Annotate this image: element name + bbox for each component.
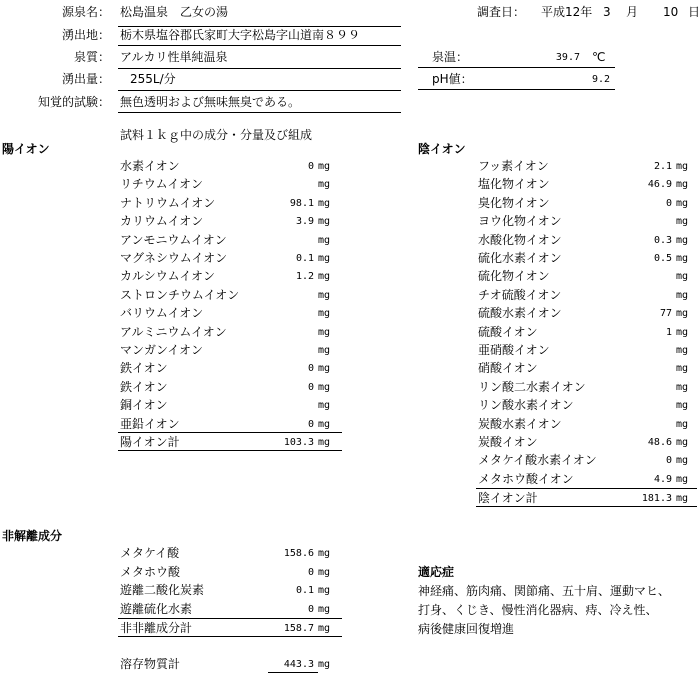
- anion-row-name: リン酸水素イオン: [478, 398, 574, 413]
- divider: [118, 68, 401, 69]
- anion-row-value: 0.5: [653, 253, 672, 264]
- cation-heading: 陽イオン: [2, 142, 50, 156]
- anion-row-unit: mg: [676, 381, 689, 393]
- anion-total-unit: mg: [676, 493, 689, 504]
- cation-row-value: 0: [307, 161, 314, 172]
- cation-row-value: 98.1: [289, 197, 314, 209]
- anion-row-unit: mg: [676, 437, 689, 448]
- anion-row-value: 48.6: [647, 437, 672, 448]
- cation-row-unit: mg: [318, 271, 331, 283]
- nondissociated-row-name: 遊離二酸化炭素: [120, 583, 205, 597]
- nondissociated-total-unit: mg: [318, 623, 331, 634]
- cation-row-unit: mg: [318, 289, 331, 301]
- cation-row-unit: mg: [318, 197, 331, 209]
- cation-row-value: 3.9: [295, 216, 314, 228]
- cation-row-name: 鉄イオン: [120, 361, 168, 376]
- nondissociated-heading: 非解離成分: [2, 529, 63, 543]
- ph-value: 9.2: [591, 74, 610, 85]
- cation-row-unit: mg: [318, 400, 331, 412]
- anion-row-value: 2.1: [653, 161, 672, 172]
- quality-label: 泉質：: [73, 50, 110, 64]
- cation-row-name: バリウムイオン: [120, 306, 204, 321]
- divider: [118, 432, 342, 433]
- anion-row-value: 0: [665, 455, 672, 467]
- cation-row-name: 亜鉛イオン: [120, 416, 180, 431]
- location-label: 湧出地：: [61, 28, 110, 42]
- divider: [118, 45, 401, 46]
- month-unit: 月: [626, 5, 639, 19]
- cation-row-name: カルシウムイオン: [120, 269, 215, 284]
- anion-row-unit: mg: [676, 234, 689, 246]
- temp-label: 泉温：: [432, 50, 469, 64]
- cation-row-unit: mg: [318, 418, 331, 430]
- nondissociated-row-unit: mg: [318, 566, 331, 578]
- indications-line: 神経痛、筋肉痛、関節痛、五十肩、運動マヒ、: [418, 584, 670, 598]
- anion-row-unit: mg: [676, 197, 689, 209]
- cation-total-label: 陽イオン計: [120, 435, 180, 449]
- anion-row-name: ヨウ化物イオン: [478, 214, 562, 229]
- anion-row-value: 0: [665, 197, 672, 209]
- anion-row-value: 1: [665, 326, 672, 338]
- anion-row-name: メタケイ酸水素イオン: [478, 453, 597, 468]
- nondissociated-row-value: 158.6: [283, 548, 314, 559]
- survey-month: 3: [603, 5, 611, 19]
- nondissociated-row-value: 0: [307, 603, 314, 615]
- anion-row-unit: mg: [676, 363, 689, 375]
- divider: [118, 112, 401, 113]
- anion-row-unit: mg: [676, 161, 689, 172]
- cation-row-name: ストロンチウムイオン: [120, 287, 240, 302]
- anion-row-name: チオ硫酸イオン: [478, 287, 562, 302]
- nondissociated-row-name: メタケイ酸: [120, 546, 180, 560]
- cation-row-name: アルミニウムイオン: [120, 324, 227, 339]
- flow-value: 255L/分: [130, 72, 176, 86]
- cation-row-unit: mg: [318, 345, 331, 356]
- survey-label: 調査日：: [477, 5, 526, 19]
- cation-row-name: 銅イオン: [120, 398, 168, 413]
- anion-row-name: 硫酸水素イオン: [478, 306, 562, 321]
- cation-row-unit: mg: [318, 179, 331, 191]
- dissolved-unit: mg: [318, 659, 331, 670]
- indications-line: 病後健康回復増進: [418, 622, 515, 636]
- anion-row-name: 臭化物イオン: [478, 195, 550, 210]
- indications-line: 打身、くじき、慢性消化器病、痔、冷え性、: [418, 603, 658, 617]
- cation-total-value: 103.3: [283, 437, 314, 448]
- cation-row-name: リチウムイオン: [120, 177, 204, 192]
- anion-row-unit: mg: [676, 400, 689, 412]
- anion-row-unit: mg: [676, 455, 689, 467]
- anion-row-unit: mg: [676, 271, 689, 283]
- divider: [418, 89, 615, 90]
- anion-row-value: 4.9: [653, 473, 672, 485]
- ph-label: pH値：: [432, 72, 473, 86]
- anion-row-name: リン酸二水素イオン: [478, 379, 586, 394]
- cation-row-name: 水素イオン: [120, 159, 180, 173]
- composition-title: 試料１ｋｇ中の成分・分量及び組成: [120, 128, 313, 142]
- cation-row-name: ナトリウムイオン: [120, 195, 216, 210]
- cation-total-unit: mg: [318, 437, 331, 448]
- divider: [476, 488, 697, 489]
- cation-row-name: アンモニウムイオン: [120, 232, 227, 247]
- anion-row-value: 46.9: [647, 179, 672, 191]
- dissolved-label: 溶存物質計: [120, 657, 181, 671]
- source-value: 松島温泉 乙女の湯: [120, 5, 229, 19]
- cation-row-unit: mg: [318, 253, 331, 264]
- cation-row-value: 0: [307, 381, 314, 393]
- anion-row-unit: mg: [676, 253, 689, 264]
- cation-row-value: 0: [307, 418, 314, 430]
- anion-row-unit: mg: [676, 308, 689, 320]
- quality-value: アルカリ性単純温泉: [120, 50, 228, 64]
- divider: [118, 636, 342, 637]
- anion-row-value: 0.3: [653, 234, 672, 246]
- anion-row-name: 硫化物イオン: [478, 269, 550, 284]
- dissolved-value: 443.3: [283, 659, 314, 670]
- day-unit: 日: [688, 5, 700, 19]
- temp-value: 39.7: [555, 52, 580, 63]
- anion-row-unit: mg: [676, 345, 689, 356]
- temp-unit: ℃: [592, 50, 606, 64]
- divider: [268, 672, 318, 673]
- cation-row-value: 0.1: [295, 253, 314, 264]
- cation-row-name: マグネシウムイオン: [120, 251, 228, 265]
- nondissociated-total-value: 158.7: [283, 623, 314, 634]
- cation-row-unit: mg: [318, 161, 331, 172]
- nondissociated-row-name: 遊離硫化水素: [120, 601, 193, 616]
- divider: [118, 26, 401, 27]
- sense-label: 知覚的試験：: [37, 95, 110, 109]
- anion-row-name: 炭酸イオン: [478, 435, 538, 449]
- flow-label: 湧出量：: [61, 72, 110, 86]
- anion-heading: 陰イオン: [418, 142, 466, 156]
- cation-row-value: 0: [307, 363, 314, 375]
- anion-row-name: 硝酸イオン: [478, 361, 538, 376]
- cation-row-value: 1.2: [295, 271, 314, 283]
- divider: [118, 618, 342, 619]
- cation-row-unit: mg: [318, 363, 331, 375]
- indications-heading: 適応症: [418, 565, 455, 579]
- anion-row-value: 77: [659, 308, 672, 320]
- survey-era: 平成12年: [541, 5, 593, 19]
- divider: [118, 450, 342, 451]
- cation-row-unit: mg: [318, 326, 331, 338]
- location-value: 栃木県塩谷郡氏家町大字松島字山道南８９９: [120, 28, 361, 42]
- cation-row-unit: mg: [318, 308, 331, 320]
- cation-row-name: マンガンイオン: [120, 343, 204, 357]
- anion-row-unit: mg: [676, 473, 689, 485]
- anion-row-name: フッ素イオン: [478, 159, 549, 173]
- cation-row-unit: mg: [318, 234, 331, 246]
- divider: [118, 90, 401, 91]
- source-label: 源泉名：: [61, 5, 110, 19]
- anion-row-unit: mg: [676, 289, 689, 301]
- anion-row-name: 炭酸水素イオン: [478, 416, 562, 431]
- anion-total-value: 181.3: [641, 493, 672, 504]
- nondissociated-row-unit: mg: [318, 548, 331, 559]
- divider: [476, 506, 697, 507]
- nondissociated-total-label: 非非離成分計: [120, 621, 193, 635]
- nondissociated-row-value: 0: [307, 566, 314, 578]
- anion-row-unit: mg: [676, 216, 689, 228]
- anion-row-name: 塩化物イオン: [478, 177, 550, 192]
- nondissociated-row-name: メタホウ酸: [120, 564, 181, 579]
- nondissociated-row-value: 0.1: [295, 585, 314, 596]
- cation-row-unit: mg: [318, 216, 331, 228]
- anion-total-label: 陰イオン計: [478, 491, 538, 505]
- cation-row-name: カリウムイオン: [120, 214, 204, 229]
- survey-day: 10: [663, 5, 679, 19]
- nondissociated-row-unit: mg: [318, 603, 331, 615]
- cation-row-name: 鉄イオン: [120, 379, 168, 394]
- anion-row-unit: mg: [676, 326, 689, 338]
- anion-row-name: 水酸化物イオン: [478, 232, 562, 247]
- cation-row-unit: mg: [318, 381, 331, 393]
- anion-row-name: メタホウ酸イオン: [478, 471, 574, 486]
- nondissociated-row-unit: mg: [318, 585, 331, 596]
- anion-row-name: 亜硝酸イオン: [478, 343, 550, 357]
- anion-row-unit: mg: [676, 179, 689, 191]
- divider: [418, 67, 615, 68]
- anion-row-name: 硫酸イオン: [478, 324, 538, 339]
- anion-row-name: 硫化水素イオン: [478, 251, 562, 265]
- anion-row-unit: mg: [676, 418, 689, 430]
- sense-value: 無色透明および無味無臭である。: [120, 95, 301, 109]
